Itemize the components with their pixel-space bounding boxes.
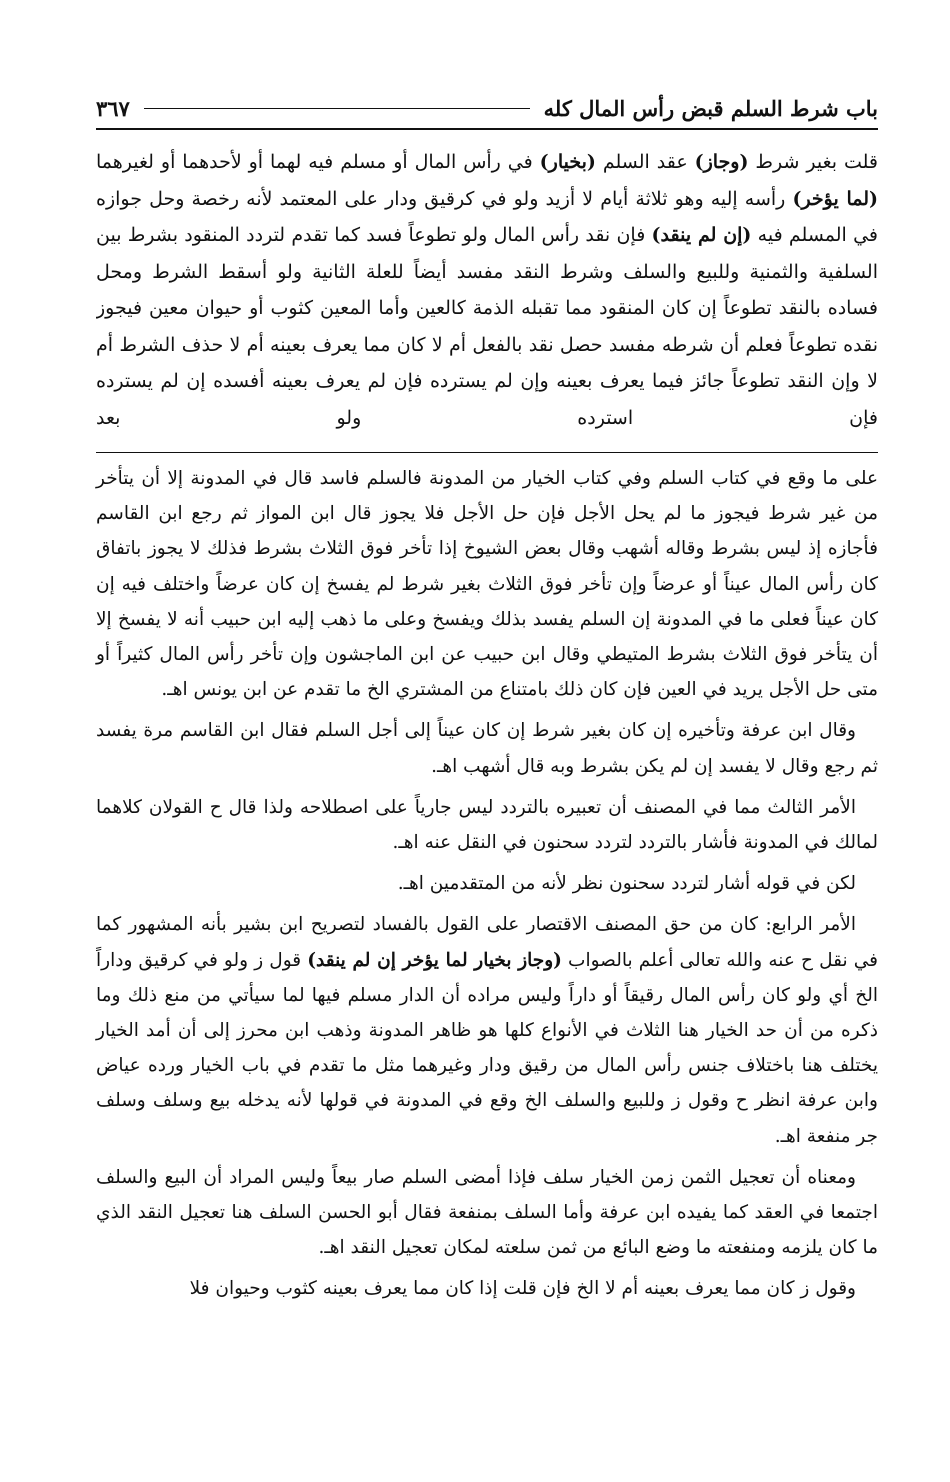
matn-term: (لما يؤخر) (792, 187, 878, 210)
matn-quote: (وجاز بخيار لما يؤخر إن لم ينقد) (307, 949, 562, 971)
page-number: ٣٦٧ (96, 95, 130, 121)
commentary (96, 461, 878, 1307)
matn-term: (وجاز) (694, 151, 749, 173)
commentary-paragraph: وقال ابن عرفة وتأخيره إن كان بغير شرط إن كان عيناً إلى أجل السلم فقال ابن القاسم مرة يفسد ثم رجع وقال لا يفسد إن لم يكن بشرط وبه قال أشهب اهـ. (96, 720, 878, 777)
header-rule (144, 108, 530, 109)
commentary-paragraph: على ما وقع في كتاب السلم وفي كتاب الخيار من المدونة فالسلم فاسد قال في المدونة إلا أن يتأخر من غير شرط فيجوز ما لم يحل الأجل فإن حل الأجل فلا يجوز قال ابن المواز ثم رجع ابن القاسم فأجازه إذ ليس بشرط وقاله أشهب وقال بعض الشيوخ إذا تأخر فوق الثلاث بشرط فذلك لا يجوز باتفاق كان رأس المال عيناً أو عرضاً وإن تأخر فوق الثلاث بغير شرط لم يفسخ إن كان عرضاً واختلف فيه إن كان عيناً فعلى ما في المدونة إن السلم يفسد بذلك ويفسخ وعلى ما ذهب إليه ابن حبيب أنه لا يفسخ إلا أن يتأخر فوق الثلاث بشرط المتيطي وقال ابن حبيب عن ابن الماجشون وإن تأخر رأس المال كثيراً أو متى حل الأجل يريد في العين فإن كان ذلك بامتناع من المشتري الخ ما تقدم عن ابن يونس اهـ. (96, 468, 878, 701)
text-run: الأمر الرابع: كان من حق المصنف الاقتصار على القول بالفساد لتصريح ابن بشير بأنه المشهور كما في نقل ح عنه والله تعالى أعلم بالصواب (96, 914, 878, 971)
header-divider (96, 128, 878, 130)
text-run: رأسه إليه وهو ثلاثة أيام لا أزيد ولو في كرقيق ودار على المعتمد لأنه رخصة وحل جوازه في المسلم فيه (96, 187, 878, 246)
text-run: عقد السلم (595, 151, 695, 173)
matn-term: (بخيار) (539, 151, 596, 173)
chapter-title: باب شرط السلم قبض رأس المال كله (543, 95, 878, 121)
text-run: قول ز ولو في كرقيق وداراً الخ أي ولو كان رأس المال رقيقاً أو داراً وليس مراده أن الدار مسلم فيها لما سيأتي من منع ذلك وما ذكره من أن حد الخيار هنا الثلاث في الأنواع كلها هو ظاهر المدونة وذهب ابن محرز إلى أن أمد الخيار يختلف هنا باختلاف جنس رأس المال من رقيق ودار وغيرهما مثل ما تقدم في باب الخيار ورده عياض وابن عرفة انظر ح وقول ز وللبيع والسلف الخ وقع في المدونة في قولها لأنه يدخله بيع وسلف وسلف جر منفعة اهـ. (96, 949, 878, 1147)
text-run: في رأس المال أو مسلم فيه لهما أو لأحدهما أو لغيرهما (96, 151, 540, 173)
commentary-paragraph (96, 907, 878, 1153)
page (96, 90, 878, 1313)
main-paragraph (96, 144, 878, 436)
footnote-separator (96, 452, 878, 453)
running-header (96, 90, 878, 126)
matn-term: (إن لم ينقد) (651, 224, 752, 246)
text-run: فإن نقد رأس المال ولو تطوعاً فسد كما تقدم لتردد المنقود بشرط بين السلفية والثمنية وللبيع والسلف وشرط النقد مفسد أيضاً للعلة الثانية ولو أسقط الشرط ومحل فساده بالنقد تطوعاً إن كان المنقود مما تقبله الذمة كالعين وأما المعين كثوب أو حيوان معين فيجوز نقده تطوعاً فعلم أن شرطه مفسد حصل نقد بالفعل أم لا كان مما يعرف بعينه أم لا حذف الشرط أم لا وإن النقد تطوعاً جائز فيما يعرف بعينه وإن لم يسترده فإن لم يعرف بعينه أفسده إن لم يسترده فإن استرده ولو بعد (96, 224, 878, 429)
commentary-paragraph: الأمر الثالث مما في المصنف أن تعبيره بالتردد ليس جارياً على اصطلاحه ولذا قال ح القولان كلاهما لمالك في المدونة فأشار بالتردد لتردد سحنون في النقل عنه اهـ. (96, 796, 878, 854)
text-run: قلت بغير شرط (748, 151, 878, 173)
commentary-paragraph: لكن في قوله أشار لتردد سحنون نظر لأنه من المتقدمين اهـ. (397, 873, 856, 895)
main-text (96, 144, 878, 436)
commentary-paragraph: ومعناه أن تعجيل الثمن زمن الخيار سلف فإذا أمضى السلم صار بيعاً وليس المراد أن البيع والسلف اجتمعا في العقد كما يفيده ابن عرفة وأما السلف بمنفعة فقال أبو الحسن السلف هنا تعجيل النقد الذي ما كان يلزمه ومنفعته ما وضع البائع من ثمن سلعته لمكان تعجيل النقد اهـ. (96, 1166, 878, 1259)
commentary-paragraph: وقول ز كان مما يعرف بعينه أم لا الخ فإن قلت إذا كان مما يعرف بعينه كثوب وحيوان فلا (189, 1278, 856, 1300)
